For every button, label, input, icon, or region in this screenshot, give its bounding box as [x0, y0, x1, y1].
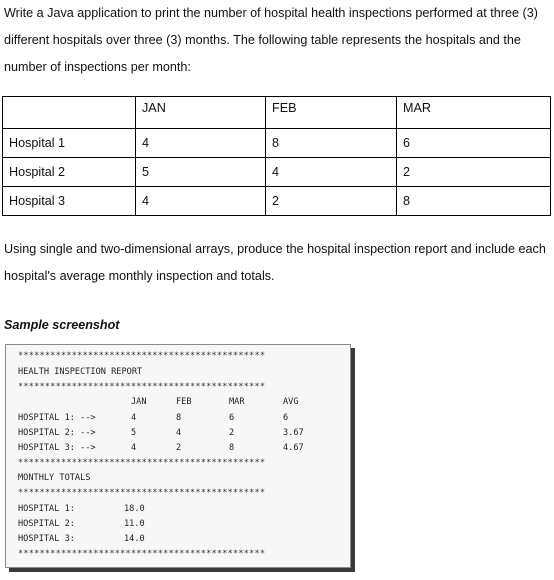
- table-header-cell: [3, 97, 136, 129]
- console-value: 5: [131, 428, 137, 438]
- stars-divider: **********************************************: [18, 488, 266, 498]
- table-cell: 4: [266, 158, 397, 187]
- console-header-avg: AVG: [283, 397, 299, 407]
- table-cell: 2: [266, 187, 397, 216]
- console-value: 4: [176, 428, 182, 438]
- hospital-name-cell: Hospital 1: [3, 129, 136, 158]
- totals-value: 11.0: [124, 519, 145, 529]
- table-header-cell: MAR: [397, 97, 551, 129]
- table-header-row: [3, 97, 551, 129]
- console-row-label: HOSPITAL 3: -->: [18, 443, 96, 453]
- console-header-feb: FEB: [176, 397, 192, 407]
- console-value: 4.67: [283, 443, 304, 453]
- totals-value: 18.0: [124, 504, 145, 514]
- totals-value: 14.0: [124, 534, 145, 544]
- console-header-mar: MAR: [229, 397, 245, 407]
- sample-console-screenshot: [5, 344, 351, 568]
- instructions-paragraph: Using single and two-dimensional arrays, produce the hospital inspection report and include each hospital's average monthly inspection and totals.: [4, 242, 546, 283]
- console-value: 3.67: [283, 428, 304, 438]
- report-title: HEALTH INSPECTION REPORT: [18, 367, 143, 377]
- table-cell: 4: [136, 187, 266, 216]
- console-value: 8: [176, 413, 182, 423]
- hospital-name-cell: Hospital 3: [3, 187, 136, 216]
- intro-text: Write a Java application to print the number of hospital health inspections performed at three (3) different hospitals over three (3) months. The following table represents the hospitals and the number of inspections per month:: [4, 6, 538, 74]
- console-value: 4: [131, 413, 137, 423]
- stars-divider: **********************************************: [18, 382, 266, 392]
- inspections-table: [2, 96, 551, 216]
- console-value: 6: [229, 413, 235, 423]
- table-header-cell: JAN: [136, 97, 266, 129]
- hospital-name-cell: Hospital 2: [3, 158, 136, 187]
- console-row-label: HOSPITAL 2: -->: [18, 428, 96, 438]
- stars-divider: **********************************************: [18, 458, 266, 468]
- table-header-cell: FEB: [266, 97, 397, 129]
- table-cell: 2: [397, 158, 551, 187]
- console-value: 8: [229, 443, 235, 453]
- console-header-jan: JAN: [131, 397, 147, 407]
- totals-label: HOSPITAL 2:: [18, 519, 75, 529]
- totals-label: HOSPITAL 3:: [18, 534, 75, 544]
- table-row: [3, 158, 551, 187]
- stars-divider: **********************************************: [18, 351, 266, 361]
- table-cell: 8: [397, 187, 551, 216]
- sample-caption: Sample screenshot: [4, 318, 120, 332]
- table-cell: 6: [397, 129, 551, 158]
- stars-divider: **********************************************: [18, 549, 266, 559]
- console-value: 2: [176, 443, 182, 453]
- totals-label: HOSPITAL 1:: [18, 504, 75, 514]
- table-row: [3, 129, 551, 158]
- console-value: 6: [283, 413, 289, 423]
- table-row: [3, 187, 551, 216]
- table-cell: 5: [136, 158, 266, 187]
- console-value: 2: [229, 428, 235, 438]
- console-row-label: HOSPITAL 1: -->: [18, 413, 96, 423]
- table-cell: 4: [136, 129, 266, 158]
- table-cell: 8: [266, 129, 397, 158]
- console-value: 4: [131, 443, 137, 453]
- totals-title: MONTHLY TOTALS: [18, 473, 91, 483]
